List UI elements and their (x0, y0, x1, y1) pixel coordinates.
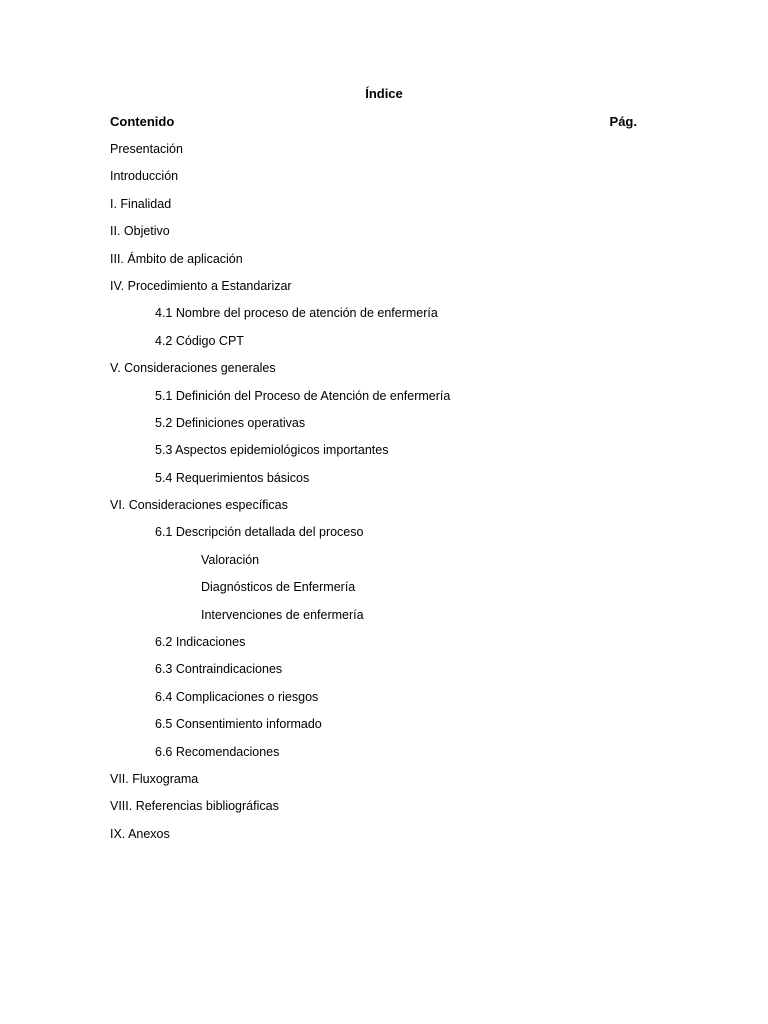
toc-entry: Intervenciones de enfermería (201, 607, 364, 622)
toc-entry: 6.3 Contraindicaciones (155, 662, 283, 677)
toc-entry: III. Ámbito de aplicación (110, 251, 243, 266)
toc-entry: VI. Consideraciones específicas (110, 498, 288, 513)
page-title: Índice (365, 86, 403, 101)
toc-entry: IV. Procedimiento a Estandarizar (110, 278, 292, 293)
page-label: Pág. (609, 114, 637, 129)
toc-entry: Introducción (110, 169, 179, 184)
toc-entry: VIII. Referencias bibliográficas (110, 799, 279, 814)
toc-entry: 6.5 Consentimiento informado (155, 717, 322, 732)
table-of-contents (110, 141, 670, 853)
toc-entry: 6.4 Complicaciones o riesgos (155, 689, 319, 704)
toc-entry: 5.1 Definición del Proceso de Atención de enfermería (155, 388, 451, 403)
contents-label: Contenido (110, 114, 175, 129)
toc-entry: I. Finalidad (110, 196, 172, 211)
toc-entry: 6.1 Descripción detallada del proceso (155, 525, 364, 540)
toc-entry: 5.3 Aspectos epidemiológicos importantes (155, 443, 389, 458)
toc-entry: 6.6 Recomendaciones (155, 744, 280, 759)
toc-entry: VII. Fluxograma (110, 771, 199, 786)
toc-entry: 5.4 Requerimientos básicos (155, 470, 310, 485)
toc-entry: Presentación (110, 142, 183, 156)
toc-entry: 5.2 Definiciones operativas (155, 415, 306, 430)
toc-entry: Diagnósticos de Enfermería (201, 580, 356, 595)
toc-entry: Valoración (201, 552, 260, 567)
toc-entry: 4.2 Código CPT (155, 333, 244, 348)
toc-entry: 4.1 Nombre del proceso de atención de enfermería (155, 306, 438, 321)
toc-entry: II. Objetivo (110, 224, 170, 239)
toc-entry: 6.2 Indicaciones (155, 635, 246, 650)
toc-header (110, 114, 637, 132)
toc-entry: IX. Anexos (110, 826, 170, 841)
toc-entry: V. Consideraciones generales (110, 361, 276, 376)
